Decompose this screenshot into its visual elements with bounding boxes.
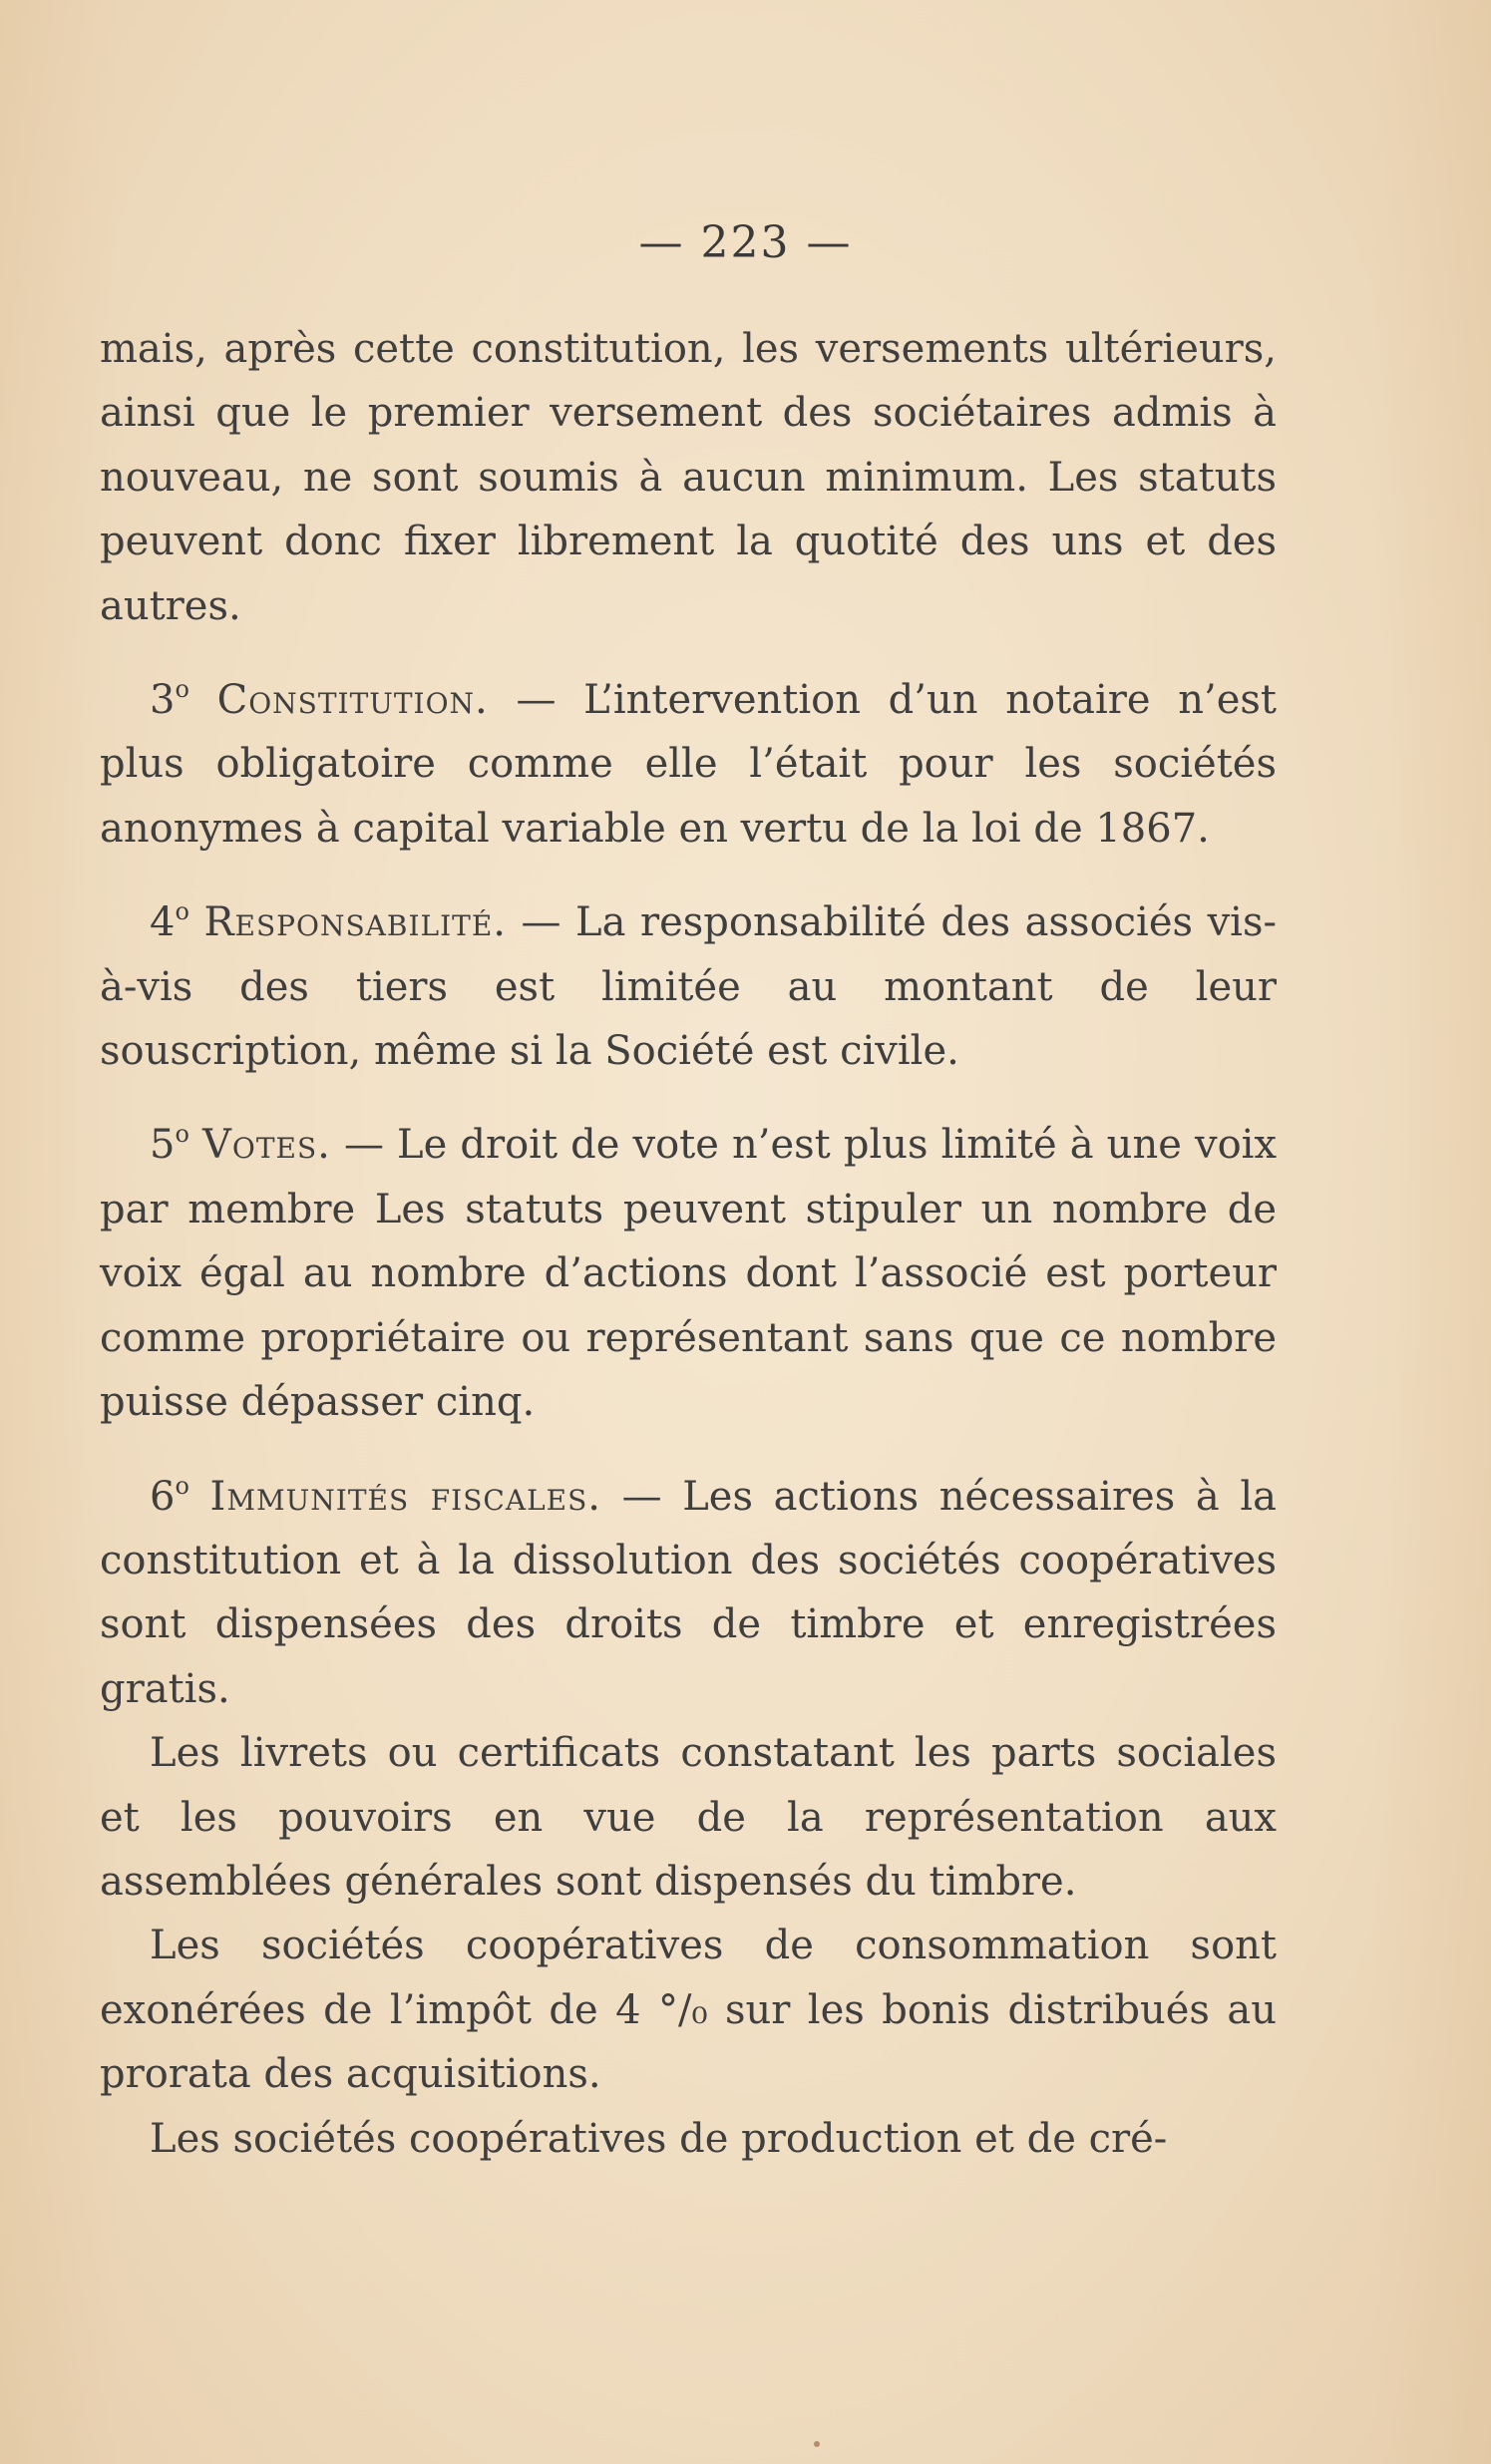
paragraph-intro — [100, 317, 1277, 638]
item-number: 6 — [150, 1473, 176, 1520]
paragraph-immunites — [100, 1465, 1277, 1722]
section-heading: Responsabilité. — [203, 899, 507, 946]
page-number: — 223 — — [638, 217, 853, 268]
paper-speck — [814, 2441, 820, 2447]
paragraph-responsabilite — [100, 890, 1277, 1083]
paragraph-constitution — [100, 668, 1277, 861]
paragraph-text: Les livrets ou certificats constatant les parts sociales et les pouvoirs en vue de la représentation aux assemblées générales sont dispensés du timbre. — [100, 1730, 1277, 1905]
paragraph-text: Les sociétés coopératives de consommation sont exonérées de l’impôt de 4 — [100, 1923, 1277, 2033]
paragraph-livrets — [100, 1721, 1277, 1914]
percent-sign: °/₀ — [657, 1986, 708, 2033]
ordinal-mark: o — [175, 1471, 189, 1500]
ordinal-mark: o — [175, 897, 189, 926]
paragraph-text: Les sociétés coopératives de production et de cré- — [150, 2115, 1168, 2162]
paragraph-text: mais, après cette constitution, les versements ultérieurs, ainsi que le premier versement des sociétaires admis à nouveau, ne sont soumis à aucun minimum. Les statuts peuvent donc fixer librement la quotité des uns et des autres. — [100, 326, 1277, 629]
item-number: 4 — [150, 899, 176, 946]
paragraph-text: — La responsabilité des associés vis-à-vis des tiers est limitée au montant de leur souscription, même si la Société est civile. — [100, 899, 1277, 1075]
paragraph-text: — Les actions nécessaires à la constitution et à la dissolution des sociétés coopératives sont dispensées des droits de timbre et enregistrées gratis. — [100, 1473, 1277, 1712]
paragraph-text: — L’intervention d’un notaire n’est plus obligatoire comme elle l’était pour les sociétés anonymes à capital variable en vertu de la loi de 1867. — [100, 677, 1277, 852]
paragraph-text: sur les bonis distribués au prorata des acquisitions. — [100, 1986, 1278, 2098]
paragraph-text: — Le droit de vote n’est plus limité à une voix par membre Les statuts peuvent stipuler un nombre de voix égal au nombre d’actions dont l’associé est porteur comme propriétaire ou représentant sans que ce nombre puisse dépasser cinq. — [100, 1122, 1277, 1426]
section-heading: Votes. — [202, 1122, 331, 1169]
page-body — [100, 317, 1277, 2171]
paragraph-votes — [100, 1113, 1277, 1434]
ordinal-mark: o — [175, 1120, 189, 1149]
item-number: 3 — [150, 677, 176, 724]
section-heading: Constitution. — [216, 677, 489, 724]
item-number: 5 — [150, 1122, 176, 1169]
ordinal-mark: o — [175, 675, 189, 704]
paragraph-consommation — [100, 1914, 1277, 2106]
paragraph-production — [100, 2107, 1277, 2171]
section-heading: Immunités fiscales. — [209, 1473, 601, 1520]
